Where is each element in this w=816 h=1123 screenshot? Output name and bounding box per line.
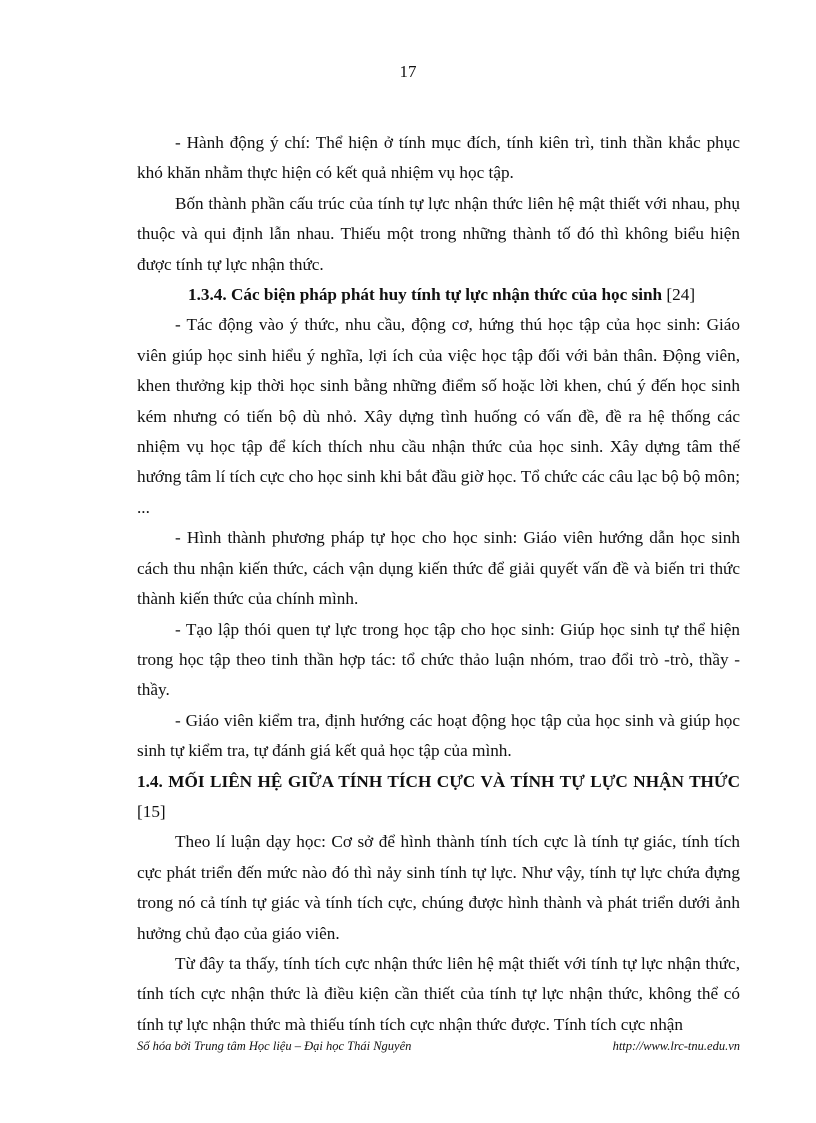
section-heading-1-3-4	[137, 280, 740, 310]
citation-ref: [24]	[662, 285, 696, 305]
paragraph-theory: Theo lí luận dạy học: Cơ sở để hình thành tính tích cực là tính tự giác, tính tích cực phát triển đến mức nào đó thì nảy sinh tính tự lực. Như vậy, tính tự lực chứa đựng trong nó cả tính tự giác và tính tích cực, chúng được hình thành và phát triển dưới ảnh hưởng chủ đạo của giáo viên.	[137, 832, 740, 943]
page-number: 17	[399, 62, 417, 81]
paragraph-four-components: Bốn thành phần cấu trúc của tính tự lực nhận thức liên hệ mật thiết với nhau, phụ thuộc và qui định lẫn nhau. Thiếu một trong những thành tố đó thì không biểu hiện được tính tự lực nhận thức.	[137, 193, 740, 274]
section-heading-1-4	[137, 767, 740, 828]
paragraph-self-reliance-habit: - Tạo lập thói quen tự lực trong học tập cho học sinh: Giúp học sinh tự thể hiện trong học tập theo tinh thần hợp tác: tổ chức thảo luận nhóm, trao đổi trò -trò, thầy - thầy.	[137, 619, 740, 700]
paragraph-teacher-check: - Giáo viên kiểm tra, định hướng các hoạt động học tập của học sinh và giúp học sinh tự kiểm tra, tự đánh giá kết quả học tập của mình.	[137, 710, 740, 761]
paragraph-impact-awareness: - Tác động vào ý thức, nhu cầu, động cơ, hứng thú học tập của học sinh: Giáo viên giúp học sinh hiểu ý nghĩa, lợi ích của việc học tập đối với bản thân. Động viên, khen thưởng kịp thời học sinh bằng những điểm số hoặc lời khen, chú ý đến học sinh kém nhưng có tiến bộ dù nhỏ. Xây dựng tình huống có vấn đề, đề ra hệ thống các nhiệm vụ học tập để kích thích nhu cầu nhận thức của học sinh. Xây dựng tâm thế hướng tâm lí tích cực cho học sinh khi bắt đầu giờ học. Tổ chức các câu lạc bộ bộ môn; ...	[137, 315, 740, 517]
heading-text: 1.3.4. Các biện pháp phát huy tính tự lực nhận thức của học sinh	[188, 285, 663, 305]
paragraph-volitional-action: - Hành động ý chí: Thể hiện ở tính mục đích, tính kiên trì, tinh thần khắc phục khó khăn nhằm thực hiện có kết quả nhiệm vụ học tập.	[137, 133, 740, 183]
page-footer	[137, 1039, 740, 1054]
paragraph-conclusion: Từ đây ta thấy, tính tích cực nhận thức liên hệ mật thiết với tính tự lực nhận thức, tính tích cực nhận thức là điều kiện cần thiết của tính tự lực nhận thức, không thể có tính tự lực nhận thức mà thiếu tính tích cực nhận thức được. Tính tích cực nhận	[137, 953, 740, 1034]
footer-url: http://www.lrc-tnu.edu.vn	[612, 1039, 740, 1053]
paragraph-self-study-method: - Hình thành phương pháp tự học cho học sinh: Giáo viên hướng dẫn học sinh cách thu nhận kiến thức, cách vận dụng kiến thức để giải quyết vấn đề và biến tri thức thành kiến thức của chính mình.	[137, 528, 740, 609]
citation-ref: [15]	[137, 801, 166, 821]
footer-source: Số hóa bởi Trung tâm Học liệu – Đại học Thái Nguyên	[137, 1039, 412, 1053]
heading-text: 1.4. MỐI LIÊN HỆ GIỮA TÍNH TÍCH CỰC VÀ TÍNH TỰ LỰC NHẬN THỨC	[137, 771, 740, 791]
document-body	[137, 128, 740, 1040]
